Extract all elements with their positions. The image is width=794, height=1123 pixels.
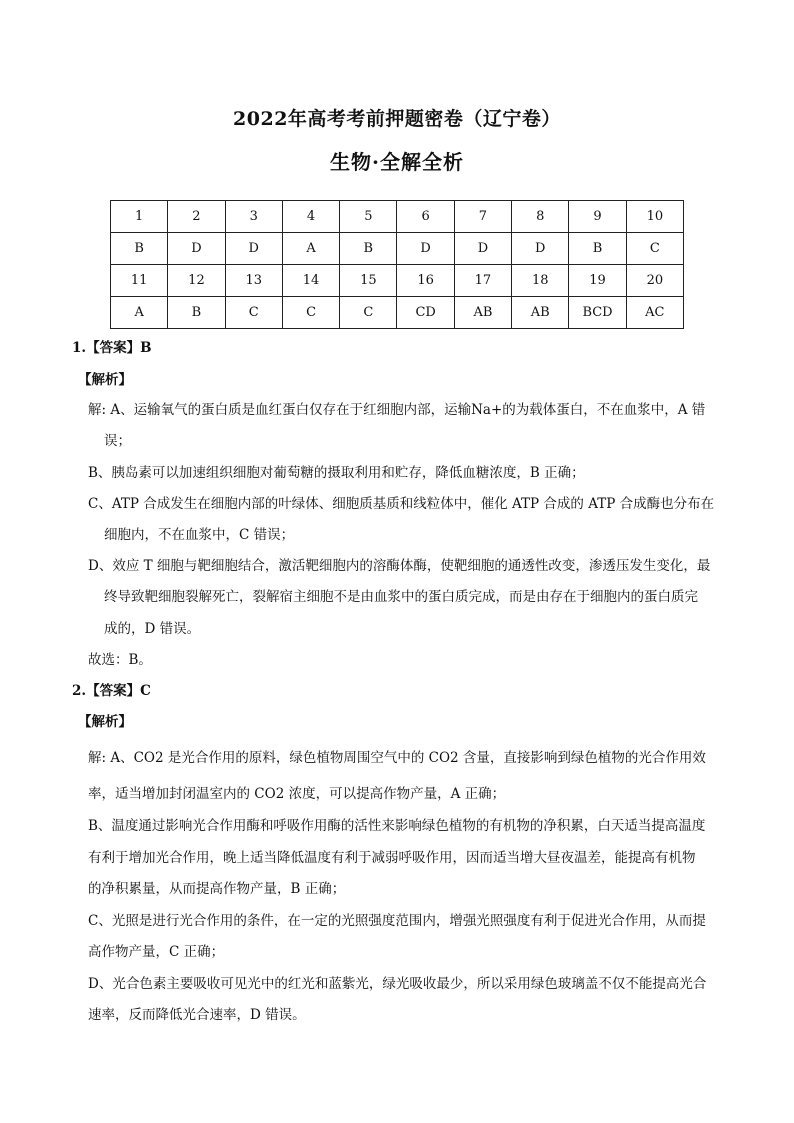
- question-number-cell: 1: [111, 201, 168, 233]
- answer-cell: D: [397, 233, 454, 265]
- q2-analysis-heading: 【解析】: [78, 714, 132, 730]
- question-number-cell: 10: [626, 201, 683, 233]
- question-number-cell: 6: [397, 201, 454, 233]
- q1-analysis-heading: 【解析】: [78, 372, 132, 388]
- q2-line: 高作物产量，C 正确；: [88, 944, 225, 960]
- q2-line: 的净积累量，从而提高作物产量，B 正确；: [88, 881, 346, 897]
- question-number-cell: 11: [111, 265, 168, 297]
- answer-cell: D: [454, 233, 511, 265]
- answer-cell: AB: [454, 297, 511, 329]
- q2-line: 解: A、CO2 是光合作用的原料，绿色植物周围空气中的 CO2 含量，直接影响到绿色植物的光合作用效: [88, 750, 706, 766]
- question-number-cell: 7: [454, 201, 511, 233]
- question-number-cell: 19: [569, 265, 626, 297]
- question-number-cell: 5: [340, 201, 397, 233]
- question-number-cell: 18: [512, 265, 569, 297]
- page-subtitle: 生物·全解全析: [330, 150, 464, 174]
- q2-line: D、光合色素主要吸收可见光中的红光和蓝紫光，绿光吸收最少，所以采用绿色玻璃盖不仅不能提高光合: [88, 976, 707, 992]
- answer-cell: B: [168, 297, 225, 329]
- q1-line: C、ATP 合成发生在细胞内部的叶绿体、细胞质基质和线粒体中，催化 ATP 合成的 ATP 合成酶也分布在: [88, 496, 715, 512]
- answer-cell: D: [168, 233, 225, 265]
- answer-cell: B: [569, 233, 626, 265]
- q1-line: D、效应 T 细胞与靶细胞结合，激活靶细胞内的溶酶体酶，使靶细胞的通透性改变，渗透压发生变化，最: [88, 558, 711, 574]
- question-number-cell: 14: [282, 265, 339, 297]
- answer-cell: AC: [626, 297, 683, 329]
- answer-cell: D: [225, 233, 282, 265]
- q2-line: C、光照是进行光合作用的条件，在一定的光照强度范围内，增强光照强度有利于促进光合作用，从而提: [88, 913, 706, 929]
- question-number-cell: 17: [454, 265, 511, 297]
- answer-table: [110, 200, 684, 329]
- answer-cell: D: [512, 233, 569, 265]
- answer-table-number-row: [111, 265, 684, 297]
- answer-cell: CD: [397, 297, 454, 329]
- q1-line: B、胰岛素可以加速组织细胞对葡萄糖的摄取利用和贮存，降低血糖浓度，B 正确；: [88, 465, 585, 481]
- answer-cell: C: [626, 233, 683, 265]
- q1-line: 故选：B。: [88, 652, 152, 668]
- q2-line: 速率，反而降低光合速率，D 错误。: [88, 1007, 306, 1023]
- answer-cell: B: [340, 233, 397, 265]
- q1-line: 细胞内，不在血浆中，C 错误；: [104, 527, 295, 543]
- answer-cell: BCD: [569, 297, 626, 329]
- page-title: 2022年高考考前押题密卷（辽宁卷）: [233, 108, 561, 130]
- question-number-cell: 15: [340, 265, 397, 297]
- answer-cell: A: [111, 297, 168, 329]
- answer-table-answer-row: [111, 297, 684, 329]
- question-number-cell: 20: [626, 265, 683, 297]
- answer-cell: C: [340, 297, 397, 329]
- question-number-cell: 9: [569, 201, 626, 233]
- question-number-cell: 4: [282, 201, 339, 233]
- q1-line: 误；: [104, 433, 131, 449]
- q2-line: B、温度通过影响光合作用酶和呼吸作用酶的活性来影响绿色植物的有机物的净积累，白天适当提高温度: [88, 818, 706, 834]
- question-number-cell: 13: [225, 265, 282, 297]
- q1-line: 解: A、运输氧气的蛋白质是血红蛋白仅存在于红细胞内部，运输Na+的为载体蛋白，不在血浆中，A 错: [88, 402, 706, 418]
- q2-line: 率，适当增加封闭温室内的 CO2 浓度，可以提高作物产量，A 正确；: [88, 786, 506, 802]
- answer-cell: A: [282, 233, 339, 265]
- q1-answer: 1.【答案】B: [72, 340, 152, 356]
- question-number-cell: 8: [512, 201, 569, 233]
- answer-table-answer-row: [111, 233, 684, 265]
- answer-table-number-row: [111, 201, 684, 233]
- q1-line: 终导致靶细胞裂解死亡，裂解宿主细胞不是由血浆中的蛋白质完成，而是由存在于细胞内的蛋白质完: [104, 589, 698, 605]
- question-number-cell: 2: [168, 201, 225, 233]
- question-number-cell: 12: [168, 265, 225, 297]
- q2-line: 有利于增加光合作用，晚上适当降低温度有利于减弱呼吸作用，因而适当增大昼夜温差，能提高有机物: [88, 850, 696, 866]
- answer-cell: C: [225, 297, 282, 329]
- q1-line: 成的，D 错误。: [104, 621, 201, 637]
- question-number-cell: 3: [225, 201, 282, 233]
- answer-cell: B: [111, 233, 168, 265]
- q2-answer: 2.【答案】C: [72, 683, 151, 699]
- question-number-cell: 16: [397, 265, 454, 297]
- answer-cell: C: [282, 297, 339, 329]
- answer-cell: AB: [512, 297, 569, 329]
